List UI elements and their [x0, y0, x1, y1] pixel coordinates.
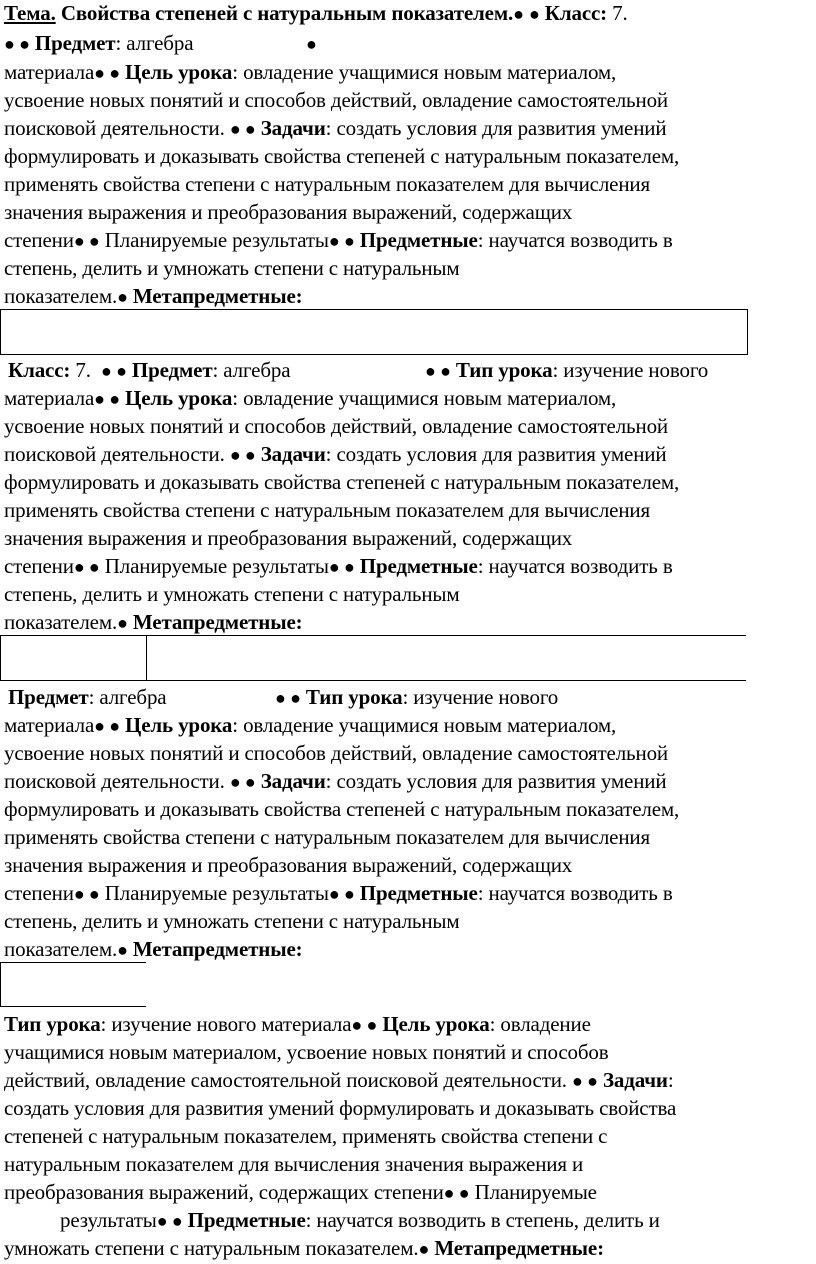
bullet-icon: ● ● — [328, 557, 355, 577]
block2-line1b — [425, 357, 708, 384]
block1-line11 — [4, 283, 303, 310]
task-text: значения выражения и преобразования выражений, содержащих — [4, 853, 573, 877]
bullet-icon: ● ● — [73, 557, 100, 577]
goal-text: : овладение — [489, 1012, 591, 1036]
subject-value: : алгебра — [212, 358, 291, 382]
table-rule — [0, 680, 746, 681]
block3-line8 — [4, 880, 673, 907]
task-text: формулировать и доказывать свойства степеней с натуральным показателем, — [4, 144, 680, 168]
bullet-icon: ● — [306, 34, 317, 54]
bullet-icon: ● ● — [275, 688, 301, 708]
block3-line1b — [275, 684, 558, 711]
table-rule — [0, 635, 746, 636]
bullet-icon: ● — [528, 4, 540, 24]
planiruemye-label: Планируемые результаты — [104, 881, 329, 905]
table-frame — [0, 309, 748, 355]
goal-text: : овладение учащимися новым материалом, — [232, 713, 617, 737]
result-text: : научатся возводить в — [477, 228, 673, 252]
task-text: применять свойства степени с натуральным показателем для вычисления — [4, 498, 651, 522]
result-text: : научатся возводить в степень, делить и — [305, 1208, 660, 1232]
result-text: степень, делить и умножать степени с натуральным — [4, 256, 460, 280]
lesson-type-value: : изучение нового — [552, 358, 709, 382]
goal-text: усвоение новых понятий и способов действий, овладение самостоятельной — [4, 414, 669, 438]
block2-line7 — [4, 525, 572, 551]
task-text: степени — [4, 554, 74, 578]
task-text: формулировать и доказывать свойства степеней с натуральным показателем, — [4, 470, 680, 494]
bullet-icon: ● ● — [94, 389, 120, 409]
tip-label: Тип урока — [455, 358, 553, 382]
bullet-icon: ● ● — [328, 231, 355, 251]
block3-line5 — [4, 796, 679, 822]
task-text: применять свойства степени с натуральным показателем для вычисления — [4, 825, 651, 849]
cel-label: Цель урока — [125, 386, 233, 410]
cel-label: Цель урока — [125, 60, 233, 84]
task-text: преобразования выражений, содержащих степени — [4, 1180, 444, 1204]
planiruemye-label: результаты — [60, 1208, 157, 1232]
bullet-icon: ● ● — [328, 884, 355, 904]
result-text: степень, делить и умножать степени с натуральным — [4, 909, 460, 933]
predmetnye-label: Предметные — [359, 554, 478, 578]
bullet-icon: ● ● — [156, 1211, 183, 1231]
topic-title: Свойства степеней с натуральным показателем. — [60, 1, 514, 25]
bullet-icon: ● ● — [443, 1183, 470, 1203]
block3-line10 — [4, 936, 303, 963]
grade-value: 7. — [75, 358, 91, 382]
table-rule — [0, 962, 1, 1006]
predmet-label: Предмет — [131, 358, 213, 382]
block4-line7 — [4, 1179, 597, 1206]
goal-text: усвоение новых понятий и способов действий, овладение самостоятельной — [4, 741, 669, 765]
block1-line2-bullet — [306, 30, 317, 57]
task-text: значения выражения и преобразования выражений, содержащих — [4, 200, 573, 224]
bullet-icon: ● ● — [101, 361, 127, 381]
materiala-text: материала — [4, 386, 95, 410]
bullet-icon: ● — [418, 1239, 430, 1259]
block1-line4 — [4, 87, 668, 113]
cel-label: Цель урока — [382, 1012, 490, 1036]
block4-line6 — [4, 1151, 583, 1177]
block2-line1 — [8, 357, 290, 384]
metapredmetnye-label: Метапредметные: — [132, 937, 303, 961]
table-rule — [146, 635, 147, 680]
block4-line8 — [60, 1207, 660, 1234]
result-text: : научатся возводить в — [477, 554, 673, 578]
bullet-icon: ● — [513, 4, 524, 24]
task-text: : создать условия для развития умений — [325, 442, 667, 466]
materiala-text: материала — [4, 60, 95, 84]
bullet-icon: ● ● — [229, 119, 256, 139]
task-text: формулировать и доказывать свойства степеней с натуральным показателем, — [4, 797, 680, 821]
block3-line6 — [4, 824, 650, 850]
subject-value: : алгебра — [88, 685, 167, 709]
metapredmetnye-label: Метапредметные: — [132, 610, 303, 634]
bullet-icon: ● — [117, 940, 128, 960]
bullet-icon: ● ● — [94, 716, 120, 736]
task-text: создать условия для развития умений формулировать и доказывать свойства — [4, 1096, 677, 1120]
tip-label: Тип урока — [305, 685, 403, 709]
goal-text: поисковой деятельности. — [4, 116, 225, 140]
block1-line7 — [4, 171, 650, 197]
block1-line9 — [4, 227, 673, 254]
block1-line2 — [4, 30, 193, 57]
block4-line4 — [4, 1095, 676, 1121]
grade-value: 7. — [612, 1, 628, 25]
task-text: значения выражения и преобразования выражений, содержащих — [4, 526, 573, 550]
block4-line1 — [4, 1011, 591, 1038]
block3-line1 — [8, 684, 166, 710]
block2-line3 — [4, 413, 668, 439]
planiruemye-label: Планируемые результаты — [104, 228, 329, 252]
goal-text: поисковой деятельности. — [4, 442, 225, 466]
block1-line3 — [4, 59, 616, 86]
klass-label: Класс: — [8, 358, 71, 382]
block1-line8 — [4, 199, 572, 225]
predmet-label: Предмет — [8, 685, 89, 709]
goal-text: : овладение учащимися новым материалом, — [232, 386, 617, 410]
result-text: показателем. — [4, 937, 118, 961]
bullet-icon: ● ● — [572, 1071, 598, 1091]
goal-text: учащимися новым материалом, усвоение новых понятий и способов — [4, 1040, 609, 1064]
table-rule — [0, 1006, 146, 1007]
metapredmetnye-label: Метапредметные: — [132, 284, 303, 308]
table-rule — [0, 962, 146, 963]
zadachi-label: Задачи — [260, 769, 326, 793]
block2-line9 — [4, 581, 460, 607]
zadachi-label: Задачи — [602, 1068, 668, 1092]
metapredmetnye-label: Метапредметные: — [434, 1236, 604, 1260]
predmetnye-label: Предметные — [359, 881, 478, 905]
bullet-icon: ● ● — [94, 63, 120, 83]
block4-line5 — [4, 1123, 607, 1149]
bullet-icon: ● — [117, 613, 128, 633]
goal-text: поисковой деятельности. — [4, 769, 225, 793]
block3-line7 — [4, 852, 572, 878]
subject-value: : алгебра — [115, 31, 194, 55]
task-text: степени — [4, 228, 74, 252]
block2-line8 — [4, 553, 673, 580]
task-text: степеней с натуральным показателем, применять свойства степени с — [4, 1124, 608, 1148]
predmetnye-label: Предметные — [359, 228, 478, 252]
bullet-icon: ● — [117, 287, 128, 307]
materiala-text: материала — [4, 713, 95, 737]
result-text: показателем. — [4, 284, 118, 308]
task-text: : создать условия для развития умений — [325, 769, 667, 793]
bullet-icon: ● ● — [4, 34, 30, 54]
table-rule — [0, 635, 1, 680]
goal-text: : овладение учащимися новым материалом, — [232, 60, 617, 84]
predmetnye-label: Предметные — [187, 1208, 306, 1232]
result-text: умножать степени с натуральным показателем. — [4, 1236, 419, 1260]
goal-text: действий, овладение самостоятельной поисковой деятельности. — [4, 1068, 567, 1092]
tema-label: Тема. — [4, 1, 56, 25]
planiruemye-label: Планируемые результаты — [104, 554, 329, 578]
goal-text: усвоение новых понятий и способов действий, овладение самостоятельной — [4, 88, 669, 112]
result-text: : научатся возводить в — [477, 881, 673, 905]
block1-line5 — [4, 115, 666, 142]
result-text: показателем. — [4, 610, 118, 634]
block4-line9 — [4, 1235, 604, 1262]
bullet-icon: ● ● — [229, 772, 256, 792]
klass-label: Класс: — [544, 1, 608, 25]
block3-line3 — [4, 740, 668, 766]
block3-line9 — [4, 908, 460, 934]
tip-label: Тип урока — [4, 1012, 101, 1036]
planiruemye-label: Планируемые — [474, 1180, 597, 1204]
block4-line3 — [4, 1067, 674, 1094]
task-text: : — [667, 1068, 674, 1092]
block3-line4 — [4, 768, 666, 795]
block2-line5 — [4, 469, 679, 495]
lesson-type-value: : изучение нового материала — [100, 1012, 352, 1036]
lesson-type-value: : изучение нового — [402, 685, 559, 709]
task-text: : создать условия для развития умений — [325, 116, 667, 140]
predmet-label: Предмет — [34, 31, 116, 55]
block2-line6 — [4, 497, 650, 523]
bullet-icon: ● ● — [229, 445, 256, 465]
bullet-icon: ● ● — [73, 231, 100, 251]
block1-line1 — [4, 0, 628, 27]
task-text: степени — [4, 881, 74, 905]
bullet-icon: ● ● — [351, 1015, 378, 1035]
block1-line6 — [4, 143, 679, 169]
zadachi-label: Задачи — [260, 442, 326, 466]
task-text: применять свойства степени с натуральным показателем для вычисления — [4, 172, 651, 196]
block4-line2 — [4, 1039, 609, 1065]
block3-line2 — [4, 712, 616, 739]
block2-line4 — [4, 441, 666, 468]
result-text: степень, делить и умножать степени с натуральным — [4, 582, 460, 606]
cel-label: Цель урока — [125, 713, 233, 737]
block2-line10 — [4, 609, 303, 636]
bullet-icon: ● ● — [73, 884, 100, 904]
bullet-icon: ● ● — [425, 361, 451, 381]
block2-line2 — [4, 385, 616, 412]
task-text: натуральным показателем для вычисления значения выражения и — [4, 1152, 584, 1176]
zadachi-label: Задачи — [260, 116, 326, 140]
block1-line10 — [4, 255, 460, 281]
